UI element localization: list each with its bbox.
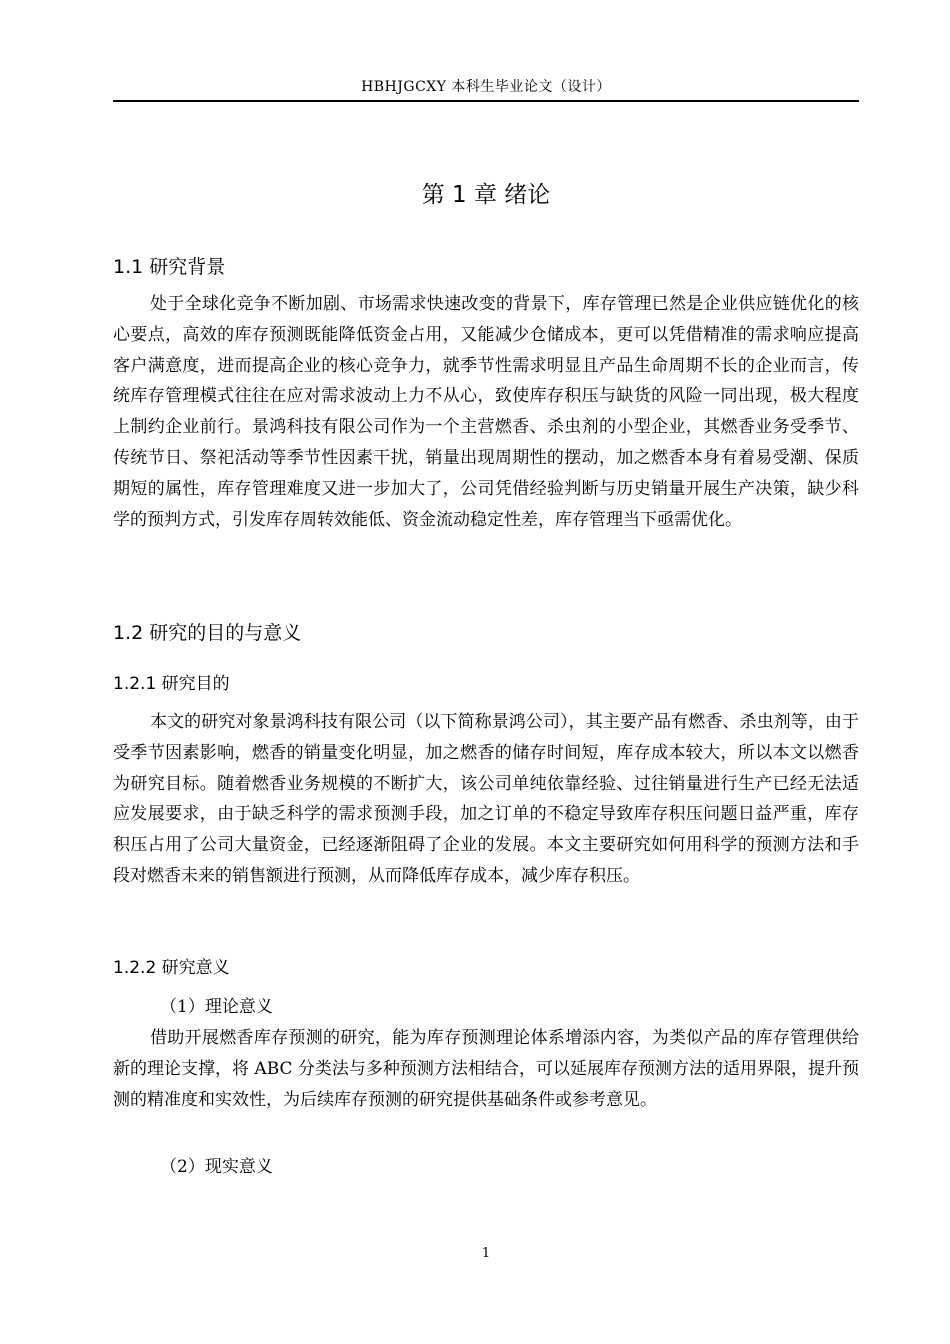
section-1-2-1-paragraph: 本文的研究对象景鸿科技有限公司（以下简称景鸿公司），其主要产品有燃香、杀虫剂等，由于受季节因素影响，燃香的销量变化明显，加之燃香的储存时间短，库存成本较大，所以本文以燃香为研究目标。随着燃香业务规模的不断扩大，该公司单纯依靠经验、过往销量进行生产已经无法适应发展要求，由于缺乏科学的需求预测手段，加之订单的不稳定导致库存积压问题日益严重，库存积压占用了公司大量资金，已经逐渐阻碍了企业的发展。本文主要研究如何用科学的预测方法和手段对燃香未来的销售额进行预测，从而降低库存成本，减少库存积压。: [113, 712, 859, 886]
theoretical-significance-paragraph: 借助开展燃香库存预测的研究，能为库存预测理论体系增添内容，为类似产品的库存管理供给新的理论支撑，将 ABC 分类法与多种预测方法相结合，可以延展库存预测方法的适用界限，提升预测的精准度和实效性，为后续库存预测的研究提供基础条件或参考意见。: [113, 1028, 859, 1110]
section-heading-1-2-2: 1.2.2 研究意义: [113, 958, 230, 978]
section-heading-1-2: 1.2 研究的目的与意义: [113, 622, 302, 644]
page-number: 1: [481, 1246, 491, 1261]
section-1-1-paragraph: 处于全球化竞争不断加剧、市场需求快速改变的背景下，库存管理已然是企业供应链优化的核心要点，高效的库存预测既能降低资金占用，又能减少仓储成本，更可以凭借精准的需求响应提高客户满意度，进而提高企业的核心竞争力，就季节性需求明显且产品生命周期不长的企业而言，传统库存管理模式往往在应对需求波动上力不从心，致使库存积压与缺货的风险一同出现，极大程度上制约企业前行。景鸿科技有限公司作为一个主营燃香、杀虫剂的小型企业，其燃香业务受季节、传统节日、祭祀活动等季节性因素干扰，销量出现周期性的摆动，加之燃香本身有着易受潮、保质期短的属性，库存管理难度又进一步加大了，公司凭借经验判断与历史销量开展生产决策，缺少科学的预判方式，引发库存周转效能低、资金流动稳定性差，库存管理当下亟需优化。: [113, 294, 859, 530]
theoretical-significance-label: （1）理论意义: [160, 997, 273, 1017]
chapter-title: 第 1 章 绪论: [421, 182, 551, 208]
section-heading-1-2-1: 1.2.1 研究目的: [113, 674, 230, 694]
header-divider: [113, 100, 859, 102]
running-header: HBHJGCXY 本科生毕业论文（设计）: [361, 79, 611, 95]
practical-significance-label: （2）现实意义: [160, 1157, 273, 1177]
section-heading-1-1: 1.1 研究背景: [113, 256, 226, 278]
